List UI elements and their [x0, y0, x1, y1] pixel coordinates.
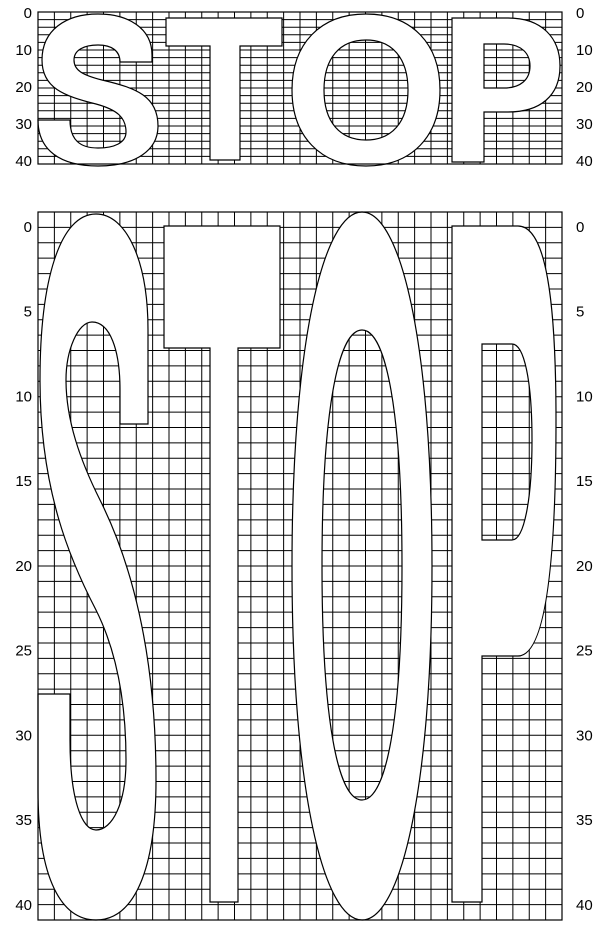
tick-label-right: 0	[576, 4, 585, 22]
tick-label-left: 40	[15, 896, 32, 914]
tick-label-left: 0	[23, 218, 32, 236]
tick-label-left: 15	[15, 473, 32, 491]
panel-compact	[38, 12, 562, 166]
tick-label-left: 10	[15, 388, 32, 406]
tick-label-left: 0	[23, 4, 32, 22]
panel-elongated	[38, 212, 562, 920]
tick-label-left: 10	[15, 41, 32, 59]
tick-label-left: 20	[15, 78, 32, 96]
tick-label-right: 0	[576, 218, 585, 236]
tick-label-right: 40	[576, 896, 593, 914]
tick-label-right: 10	[576, 388, 593, 406]
tick-label-left: 40	[15, 152, 32, 170]
compact-tick-labels-right	[576, 5, 593, 170]
tick-label-right: 5	[576, 303, 585, 321]
tick-label-right: 40	[576, 152, 593, 170]
tick-label-left: 5	[23, 303, 32, 321]
tick-label-left: 20	[15, 557, 32, 575]
tick-label-right: 10	[576, 41, 593, 59]
tick-label-right: 35	[576, 812, 593, 830]
tick-label-right: 20	[576, 557, 593, 575]
tick-label-right: 30	[576, 115, 593, 133]
tick-label-right: 15	[576, 473, 593, 491]
tick-label-right: 20	[576, 78, 593, 96]
tick-label-left: 30	[15, 115, 32, 133]
compact-tick-labels-left	[15, 5, 32, 170]
tick-label-left: 30	[15, 727, 32, 745]
elongated-tick-labels-right	[576, 219, 593, 914]
tick-label-left: 25	[15, 642, 32, 660]
elongated-tick-labels-left	[15, 219, 32, 914]
tick-label-right: 25	[576, 642, 593, 660]
tick-label-left: 35	[15, 812, 32, 830]
tick-label-right: 30	[576, 727, 593, 745]
